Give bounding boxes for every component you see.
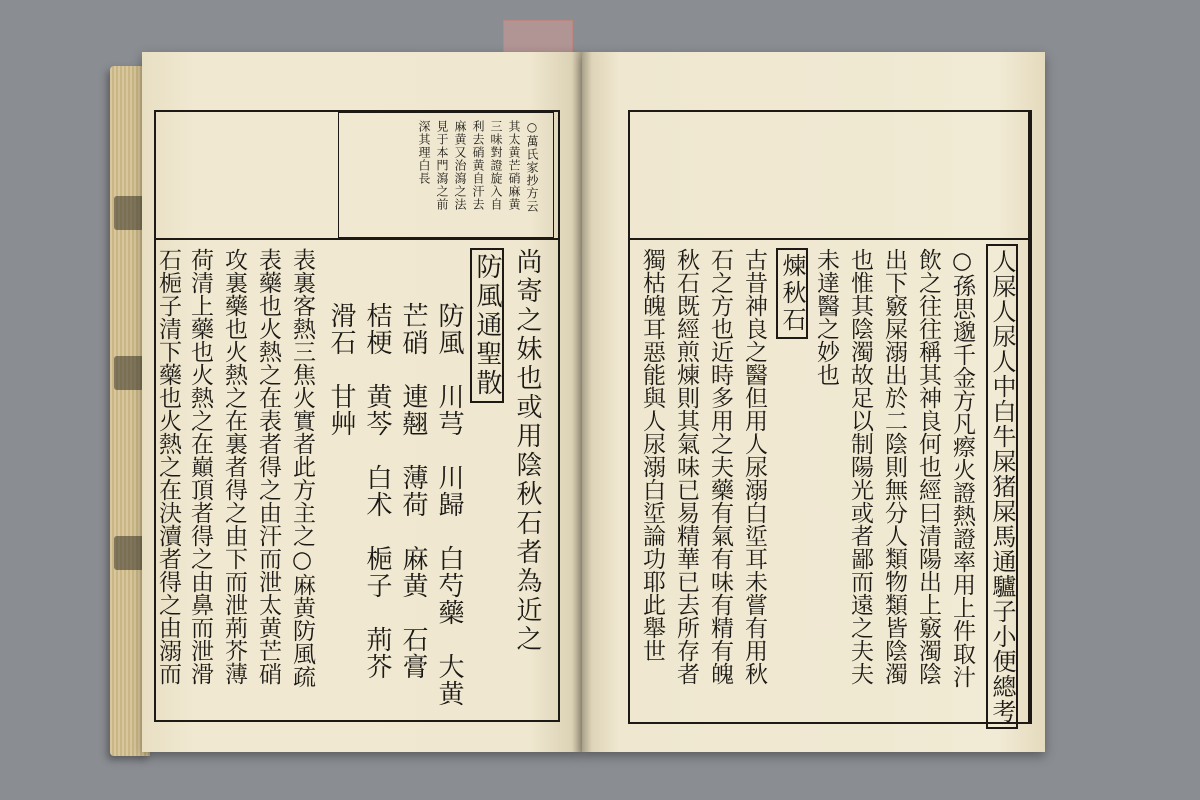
- text-column: 獨枯魄耳惡能與人尿溺白垽論功耶此舉世: [639, 248, 665, 662]
- text-column: 未達醫之妙也: [813, 248, 839, 386]
- note-line: ○萬氏家抄方云: [525, 120, 539, 213]
- right-page: [582, 52, 1045, 752]
- note-line: 其太黄芒硝麻黄: [507, 120, 521, 211]
- book-spine: [572, 52, 592, 752]
- right-margin-rule: [1028, 112, 1030, 722]
- edge-label-mark: [114, 196, 144, 230]
- text-column: 飲之往往稱其神良何也經曰清陽出上竅濁陰: [915, 248, 941, 685]
- text-column: 石梔子清下藥也火熱之在決瀆者得之由溺而: [155, 248, 181, 685]
- text-column: 荷清上藥也火熱之在巔頂者得之由鼻而泄滑: [187, 248, 213, 685]
- text-column: 尚寄之妹也或用陰秋石者為近之: [512, 248, 542, 654]
- note-line: 深其理白長: [417, 120, 431, 185]
- section-heading: 防風通聖散: [470, 248, 504, 403]
- text-column: 攻裏藥也火熱之在裏者得之由下而泄荊芥薄: [221, 248, 247, 685]
- edge-label-mark: [114, 356, 144, 390]
- edge-label-mark: [114, 536, 144, 570]
- ingredient-column: 防風 川芎 川歸 白芍藥 大黄: [434, 302, 464, 707]
- text-column: 秋石既經煎煉則其氣味已易精華已去所存者: [673, 248, 699, 685]
- section-heading: 人屎人尿人中白牛屎猪屎馬通驢子小便總考: [986, 244, 1018, 729]
- text-column: ○孫思邈千金方凡瘵火證熱證率用上件取汁: [949, 248, 975, 688]
- right-header-rule: [628, 238, 1030, 240]
- text-column: 也惟其陰濁故足以制陽光或者鄙而遠之夫夫: [847, 248, 873, 685]
- left-header-rule: [154, 238, 558, 240]
- ingredient-column: 桔梗 黄芩 白术 梔子 荊芥: [362, 302, 392, 680]
- text-column: 古昔神良之醫但用人尿溺白垽耳未嘗有用秋: [741, 248, 767, 685]
- ingredient-column: 滑石 甘艸: [326, 302, 356, 437]
- text-column: 表藥也火熱之在表者得之由汗而泄太黄芒硝: [255, 248, 281, 685]
- left-page: [142, 52, 582, 752]
- text-column: 表裏客熱三焦火實者此方主之○麻黄防風疏: [289, 248, 315, 688]
- ingredient-column: 芒硝 連翹 薄荷 麻黄 石膏: [398, 302, 428, 680]
- note-line: 三味對證旋入自: [489, 120, 503, 211]
- note-line: 見于本門瀉之前: [435, 120, 449, 211]
- section-heading: 煉秋石: [776, 248, 808, 339]
- open-book: [110, 52, 1045, 758]
- text-column: 出下竅屎溺出於二陰則無分人類物類皆陰濁: [881, 248, 907, 685]
- note-line: 利去硝黄自汗去: [471, 120, 485, 211]
- text-column: 石之方也近時多用之夫藥有氣有味有精有魄: [707, 248, 733, 685]
- note-line: 麻黄又治瀉之法: [453, 120, 467, 211]
